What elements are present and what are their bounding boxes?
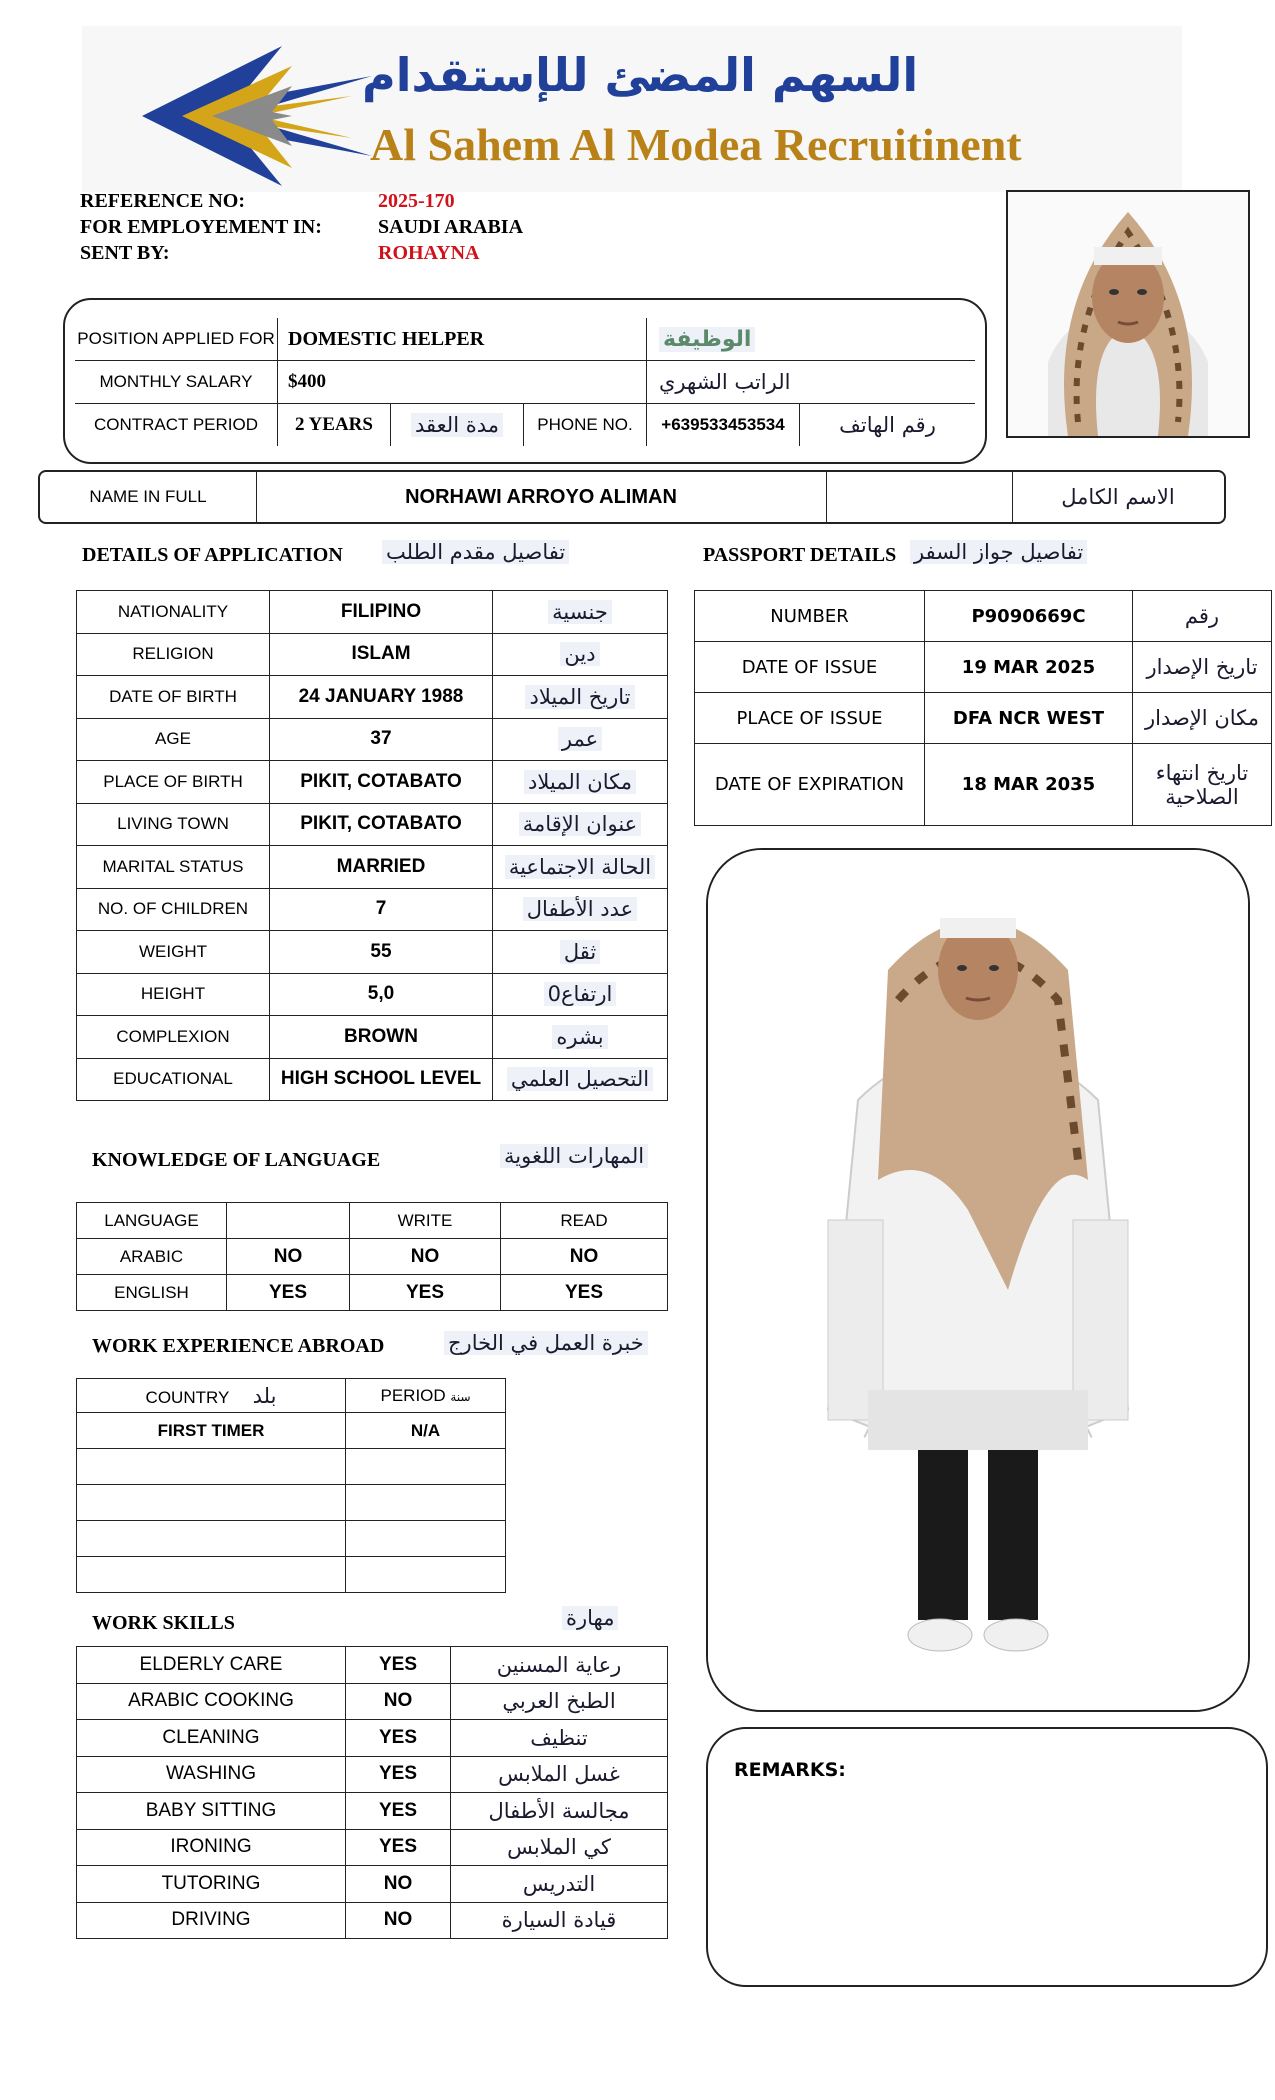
phone-label: PHONE NO. [524, 404, 647, 447]
application-row [77, 718, 668, 761]
application-details-table [76, 590, 668, 1101]
skill-row [77, 1756, 668, 1793]
language-level: YES [350, 1275, 501, 1311]
application-row [77, 803, 668, 846]
application-row [77, 973, 668, 1016]
employment-value: SAUDI ARABIA [378, 216, 524, 238]
skill-arabic: التدريس [522, 1871, 596, 1896]
application-field-label: PLACE OF BIRTH [77, 761, 270, 804]
application-field-arabic: عمر [558, 727, 602, 751]
application-field-arabic: جنسية [548, 600, 612, 624]
skill-arabic: رعاية المسنين [496, 1652, 622, 1677]
skill-value: YES [346, 1720, 451, 1757]
application-field-arabic: تاريخ الميلاد [525, 685, 634, 709]
skill-arabic-cell [451, 1829, 668, 1866]
skill-arabic-cell [451, 1647, 668, 1684]
position-info-box [63, 298, 987, 464]
passport-field-value: 19 MAR 2025 [925, 642, 1133, 693]
application-field-label: DATE OF BIRTH [77, 676, 270, 719]
skills-table [76, 1646, 668, 1939]
employment-label: FOR EMPLOYEMENT IN: [80, 216, 322, 238]
skill-arabic: غسل الملابس [498, 1762, 620, 1787]
passport-section-title-arabic: تفاصيل جواز السفر [910, 540, 1087, 564]
skill-label: DRIVING [77, 1902, 346, 1939]
application-section-title: DETAILS OF APPLICATION [82, 544, 343, 566]
language-level: NO [350, 1239, 501, 1275]
skill-row [77, 1647, 668, 1684]
experience-period [346, 1449, 506, 1485]
application-field-label: NO. OF CHILDREN [77, 888, 270, 931]
application-field-label: COMPLEXION [77, 1016, 270, 1059]
skill-value: YES [346, 1647, 451, 1684]
name-value: NORHAWI ARROYO ALIMAN [256, 472, 827, 522]
application-field-value: 37 [270, 718, 493, 761]
skill-value: YES [346, 1756, 451, 1793]
application-field-arabic: التحصيل العلمي [507, 1067, 653, 1091]
experience-row [77, 1485, 506, 1521]
application-field-arabic-cell [493, 1016, 668, 1059]
position-row [75, 318, 975, 361]
language-header-cell: LANGUAGE [77, 1203, 227, 1239]
contract-row [75, 404, 975, 447]
sent-by-label: SENT BY: [80, 242, 170, 264]
experience-row [77, 1413, 506, 1449]
skill-arabic-cell [451, 1756, 668, 1793]
application-field-arabic: دين [560, 642, 599, 666]
application-field-label: HEIGHT [77, 973, 270, 1016]
experience-row [77, 1521, 506, 1557]
application-field-value: PIKIT, COTABATO [270, 761, 493, 804]
application-row [77, 1058, 668, 1101]
application-field-label: AGE [77, 718, 270, 761]
application-row [77, 761, 668, 804]
country-label: COUNTRY [145, 1387, 229, 1407]
application-field-label: NATIONALITY [77, 591, 270, 634]
application-field-value: PIKIT, COTABATO [270, 803, 493, 846]
application-field-arabic: ثقل [560, 940, 600, 964]
skill-label: CLEANING [77, 1720, 346, 1757]
language-name: ARABIC [77, 1239, 227, 1275]
application-field-label: WEIGHT [77, 931, 270, 974]
application-field-arabic: ارتفاع0 [544, 982, 617, 1006]
skill-value: YES [346, 1829, 451, 1866]
country-arabic: بلد [252, 1383, 277, 1408]
language-header-cell: READ [501, 1203, 668, 1239]
experience-section-title: WORK EXPERIENCE ABROAD [92, 1335, 385, 1357]
language-level: NO [501, 1239, 668, 1275]
skill-arabic-cell [451, 1866, 668, 1903]
skill-value: YES [346, 1793, 451, 1830]
skill-value: NO [346, 1902, 451, 1939]
application-field-label: RELIGION [77, 633, 270, 676]
application-row [77, 676, 668, 719]
experience-row [77, 1557, 506, 1593]
passport-section-title: PASSPORT DETAILS [703, 544, 897, 566]
language-section-title-arabic: المهارات اللغوية [500, 1144, 648, 1168]
language-section-title: KNOWLEDGE OF LANGUAGE [92, 1149, 381, 1171]
experience-country [77, 1449, 346, 1485]
skill-arabic: كي الملابس [507, 1835, 611, 1860]
skill-arabic-cell [451, 1720, 668, 1757]
experience-period: N/A [346, 1413, 506, 1449]
application-field-value: ISLAM [270, 633, 493, 676]
passport-row [695, 591, 1272, 642]
position-arabic: الوظيفة [659, 327, 755, 352]
application-field-value: 24 JANUARY 1988 [270, 676, 493, 719]
period-arabic: سنة [450, 1389, 471, 1404]
application-field-label: LIVING TOWN [77, 803, 270, 846]
passport-row [695, 744, 1272, 826]
company-name-english: Al Sahem Al Modea Recruitinent [370, 119, 1022, 170]
application-field-label: MARITAL STATUS [77, 846, 270, 889]
passport-details-table [694, 590, 1272, 826]
company-banner [82, 26, 1182, 192]
application-field-value: BROWN [270, 1016, 493, 1059]
language-name: ENGLISH [77, 1275, 227, 1311]
application-field-arabic: عدد الأطفال [523, 897, 637, 921]
experience-country [77, 1485, 346, 1521]
contract-value: 2 YEARS [278, 404, 391, 447]
application-field-arabic-cell [493, 633, 668, 676]
passport-field-value: DFA NCR WEST [925, 693, 1133, 744]
application-field-value: 7 [270, 888, 493, 931]
passport-field-label: DATE OF ISSUE [695, 642, 925, 693]
skill-arabic-cell [451, 1683, 668, 1720]
skills-section-title: WORK SKILLS [92, 1612, 235, 1634]
phone-arabic: رقم الهاتف [839, 413, 936, 437]
skill-label: ARABIC COOKING [77, 1683, 346, 1720]
application-field-arabic-cell [493, 718, 668, 761]
skill-label: BABY SITTING [77, 1793, 346, 1830]
position-value: DOMESTIC HELPER [278, 318, 647, 361]
language-header-cell: WRITE [350, 1203, 501, 1239]
application-field-arabic: عنوان الإقامة [519, 812, 641, 836]
skill-value: NO [346, 1866, 451, 1903]
skills-section-title-arabic: مهارة [562, 1606, 618, 1630]
company-name-arabic: السهم المضئ للإستقدام [362, 48, 919, 102]
skill-row [77, 1866, 668, 1903]
application-row [77, 931, 668, 974]
application-field-value: FILIPINO [270, 591, 493, 634]
reference-value: 2025-170 [378, 190, 455, 212]
remarks-box [706, 1727, 1268, 1987]
remarks-label: REMARKS: [734, 1759, 846, 1781]
language-level: YES [227, 1275, 350, 1311]
skill-arabic: مجالسة الأطفال [488, 1798, 630, 1823]
application-row [77, 888, 668, 931]
skill-label: WASHING [77, 1756, 346, 1793]
skill-row [77, 1683, 668, 1720]
experience-country [77, 1557, 346, 1593]
application-field-label: EDUCATIONAL [77, 1058, 270, 1101]
skill-row [77, 1793, 668, 1830]
language-header-row [77, 1203, 668, 1239]
experience-country [77, 1521, 346, 1557]
skill-label: ELDERLY CARE [77, 1647, 346, 1684]
language-header-cell [227, 1203, 350, 1239]
passport-field-label: PLACE OF ISSUE [695, 693, 925, 744]
contract-arabic: مدة العقد [411, 413, 503, 437]
application-row [77, 1016, 668, 1059]
period-label: PERIOD [380, 1385, 446, 1405]
salary-row [75, 361, 975, 404]
name-label: NAME IN FULL [40, 472, 257, 522]
skill-value: NO [346, 1683, 451, 1720]
application-field-value: MARRIED [270, 846, 493, 889]
application-field-value: 55 [270, 931, 493, 974]
application-field-arabic: بشره [552, 1025, 607, 1049]
application-field-arabic-cell [493, 803, 668, 846]
application-section-title-arabic: تفاصيل مقدم الطلب [382, 540, 569, 564]
application-field-arabic-cell [493, 761, 668, 804]
application-row [77, 633, 668, 676]
applicant-portrait-photo [1006, 190, 1250, 438]
passport-row [695, 693, 1272, 744]
salary-arabic: الراتب الشهري [659, 370, 791, 394]
skill-label: TUTORING [77, 1866, 346, 1903]
language-level: NO [227, 1239, 350, 1275]
application-field-value: HIGH SCHOOL LEVEL [270, 1058, 493, 1101]
passport-field-arabic: تاريخ الإصدار [1146, 655, 1258, 679]
application-field-arabic-cell [493, 1058, 668, 1101]
full-name-box [38, 470, 1226, 524]
skill-label: IRONING [77, 1829, 346, 1866]
name-arabic: الاسم الكامل [1061, 485, 1175, 509]
experience-country: FIRST TIMER [77, 1413, 346, 1449]
experience-table [76, 1378, 506, 1593]
reference-label: REFERENCE NO: [80, 190, 246, 212]
language-row [77, 1239, 668, 1275]
application-row [77, 846, 668, 889]
language-table [76, 1202, 668, 1311]
salary-label: MONTHLY SALARY [75, 361, 278, 404]
position-label: POSITION APPLIED FOR [75, 318, 278, 361]
applicant-full-body-photo [706, 848, 1250, 1712]
language-row [77, 1275, 668, 1311]
sent-by-value: ROHAYNA [378, 242, 480, 264]
application-field-arabic-cell [493, 888, 668, 931]
experience-section-title-arabic: خبرة العمل في الخارج [444, 1331, 648, 1355]
phone-value: +639533453534 [647, 404, 800, 447]
application-field-value: 5,0 [270, 973, 493, 1016]
passport-field-arabic: تاريخ انتهاء الصلاحية [1155, 760, 1249, 809]
passport-field-arabic-cell [1133, 591, 1272, 642]
skill-arabic-cell [451, 1793, 668, 1830]
passport-field-arabic-cell [1133, 642, 1272, 693]
experience-period [346, 1521, 506, 1557]
experience-period [346, 1485, 506, 1521]
passport-field-value: 18 MAR 2035 [925, 744, 1133, 826]
skill-arabic-cell [451, 1902, 668, 1939]
passport-field-arabic-cell [1133, 693, 1272, 744]
application-field-arabic-cell [493, 973, 668, 1016]
passport-field-label: NUMBER [695, 591, 925, 642]
application-row [77, 591, 668, 634]
language-level: YES [501, 1275, 668, 1311]
passport-field-arabic: مكان الإصدار [1145, 706, 1259, 730]
experience-header-row [77, 1379, 506, 1413]
skill-row [77, 1720, 668, 1757]
application-field-arabic: مكان الميلاد [524, 770, 636, 794]
skill-row [77, 1829, 668, 1866]
application-field-arabic: الحالة الاجتماعية [505, 855, 655, 879]
skill-arabic: الطبخ العربي [502, 1689, 616, 1714]
application-field-arabic-cell [493, 591, 668, 634]
passport-field-arabic: رقم [1184, 604, 1220, 628]
passport-row [695, 642, 1272, 693]
skill-arabic: قيادة السيارة [501, 1908, 617, 1933]
salary-value: $400 [278, 361, 647, 404]
passport-field-value: P9090669C [925, 591, 1133, 642]
application-field-arabic-cell [493, 846, 668, 889]
skill-arabic: تنظيف [530, 1725, 588, 1750]
contract-label: CONTRACT PERIOD [75, 404, 278, 447]
application-field-arabic-cell [493, 931, 668, 974]
passport-field-label: DATE OF EXPIRATION [695, 744, 925, 826]
passport-field-arabic-cell [1133, 744, 1272, 826]
skill-row [77, 1902, 668, 1939]
experience-period [346, 1557, 506, 1593]
company-logo [142, 46, 372, 186]
application-field-arabic-cell [493, 676, 668, 719]
experience-row [77, 1449, 506, 1485]
